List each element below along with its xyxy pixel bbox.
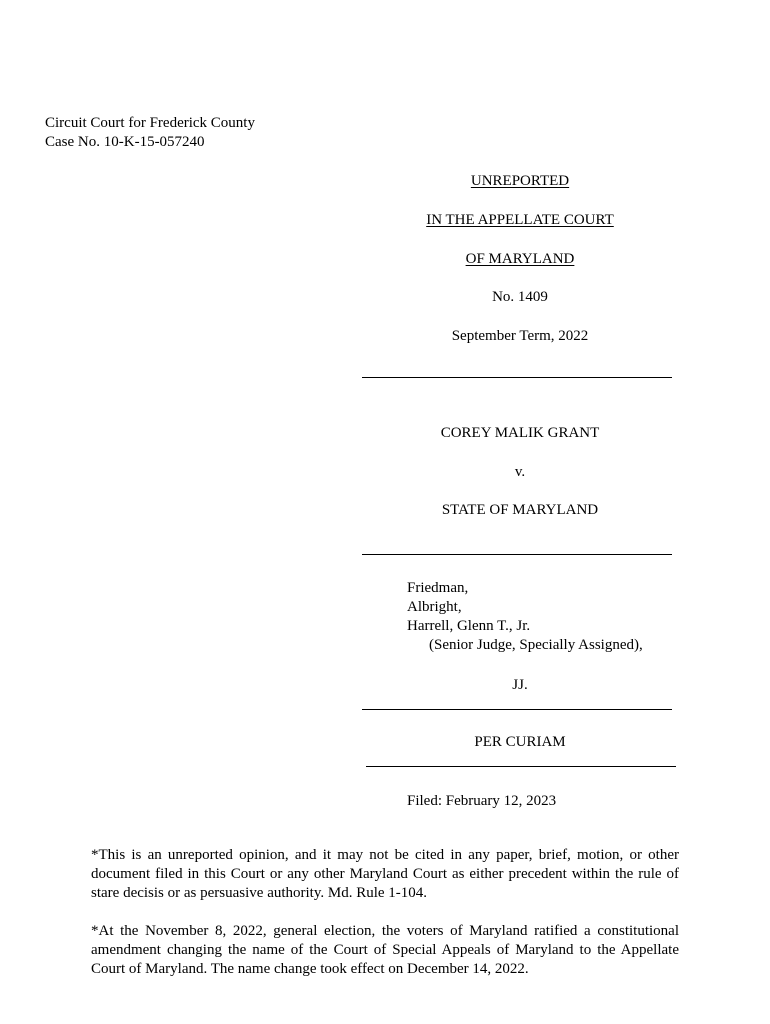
judge-albright: Albright, [407,599,462,615]
judge-friedman: Friedman, [407,580,469,596]
judges-suffix: JJ. [512,677,528,693]
case-number: Case No. 10-K-15-057240 [45,134,205,150]
opinion-author: PER CURIAM [474,734,566,750]
court-name-line2: OF MARYLAND [465,251,575,267]
term: September Term, 2022 [451,328,589,344]
judge-harrell-note: (Senior Judge, Specially Assigned), [429,637,643,653]
unreported-footnote: *This is an unreported opinion, and it may not be cited in any paper, brief, motion, or other document filed in this Court or any other Maryland Court as either precedent within the rule of stare decisis or as persuasive authority. Md. Rule 1-104. [91,847,679,901]
appellee-name: STATE OF MARYLAND [441,502,599,518]
lower-court-name: Circuit Court for Frederick County [45,115,255,131]
judge-harrell: Harrell, Glenn T., Jr. [407,618,531,634]
separator-rule [362,554,672,555]
name-change-footnote: *At the November 8, 2022, general election, the voters of Maryland ratified a constitutional amendment changing the name of the Court of Special Appeals of Maryland to the Appellate Court of Maryland. The name change took effect on December 14, 2022. [91,923,679,977]
separator-rule [362,709,672,710]
versus: v. [514,464,526,480]
separator-rule [362,377,672,378]
unreported-heading: UNREPORTED [470,173,570,189]
separator-rule [366,766,676,767]
filed-date: Filed: February 12, 2023 [407,793,557,809]
court-name-line1: IN THE APPELLATE COURT [426,212,614,228]
appellant-name: COREY MALIK GRANT [440,425,600,441]
appeal-number: No. 1409 [492,289,548,305]
